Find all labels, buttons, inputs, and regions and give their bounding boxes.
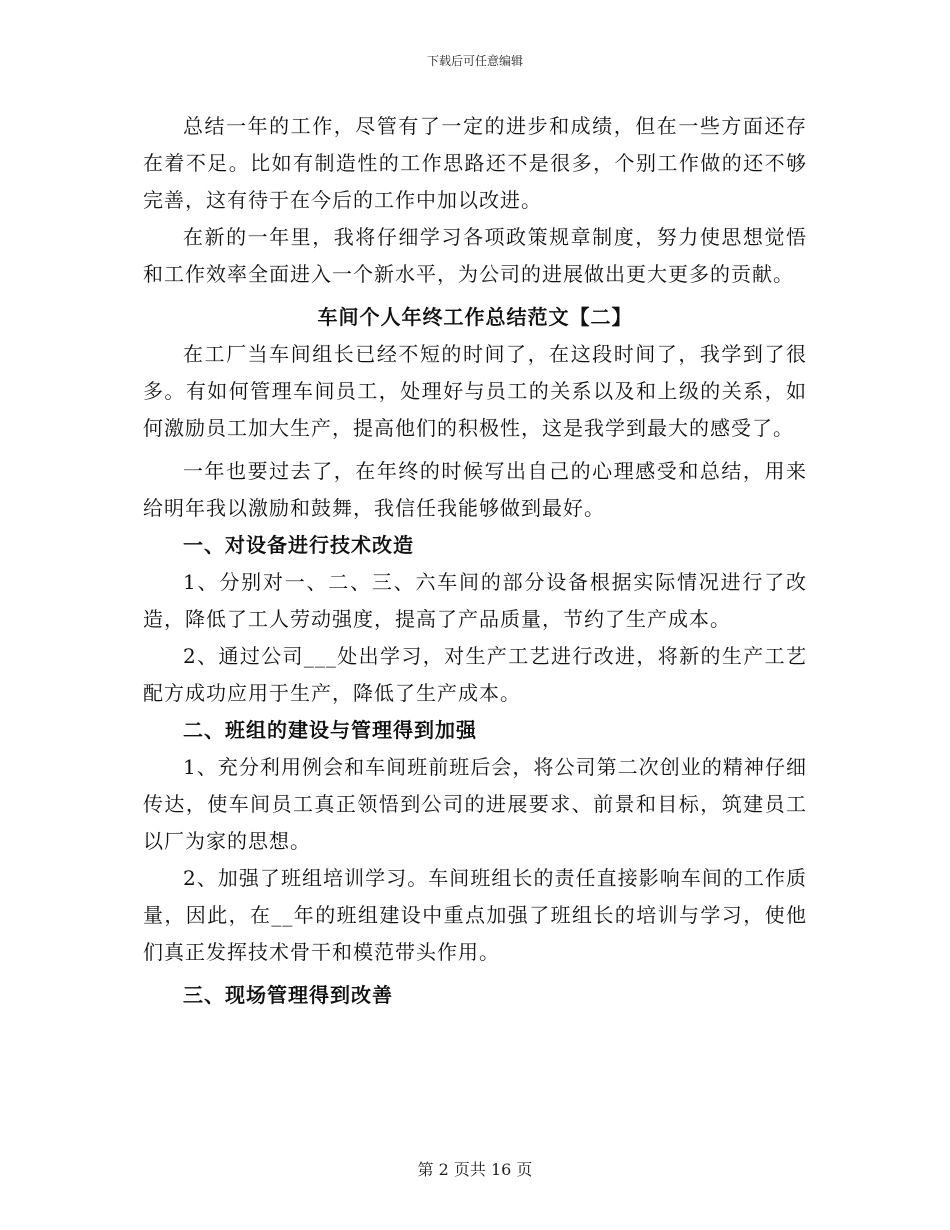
paragraph-team-2: 2、加强了班组培训学习。车间班组长的责任直接影响车间的工作质量，因此，在__年的班组建设中重点加强了班组长的培训与学习，使他们真正发挥技术骨干和模范带头作用。 [143,866,807,964]
paragraph-new-year: 在新的一年里，我将仔细学习各项政策规章制度，努力使思想觉悟和工作效率全面进入一个新水平，为公司的进展做出更大更多的贡献。 [143,225,807,286]
paragraph-year-end: 一年也要过去了，在年终的时候写出自己的心理感受和总结，用来给明年我以激励和鼓舞，我信任我能够做到最好。 [143,459,807,520]
paragraph-team-1: 1、充分利用例会和车间班前班后会，将公司第二次创业的精神仔细传达，使车间员工真正领悟到公司的进展要求、前景和目标，筑建员工以厂为家的思想。 [143,755,807,853]
paragraph-intro: 在工厂当车间组长已经不短的时间了，在这段时间了，我学到了很多。有如何管理车间员工，处理好与员工的关系以及和上级的关系，如何激励员工加大生产，提高他们的积极性，这是我学到最大的感受了。 [143,342,807,440]
paragraph-equipment-1: 1、分别对一、二、三、六车间的部分设备根据实际情况进行了改造，降低了工人劳动强度，提高了产品质量，节约了生产成本。 [143,570,807,631]
section-title: 车间个人年终工作总结范文【二】 [317,305,633,329]
paragraph-equipment-2: 2、通过公司___处出学习，对生产工艺进行改进，将新的生产工艺配方成功应用于生产，降低了生产成本。 [143,644,807,705]
paragraph-summary: 总结一年的工作，尽管有了一定的进步和成绩，但在一些方面还存在着不足。比如有制造性的工作思路还不是很多，个别工作做的还不够完善，这有待于在今后的工作中加以改进。 [143,114,807,212]
page-footer: 第 2 页共 16 页 [417,1160,533,1179]
heading-team: 二、班组的建设与管理得到加强 [183,718,477,742]
heading-site: 三、现场管理得到改善 [183,983,393,1007]
page-header: 下载后可任意编辑 [426,54,523,68]
heading-equipment: 一、对设备进行技术改造 [183,533,414,557]
document-body [143,108,807,1014]
